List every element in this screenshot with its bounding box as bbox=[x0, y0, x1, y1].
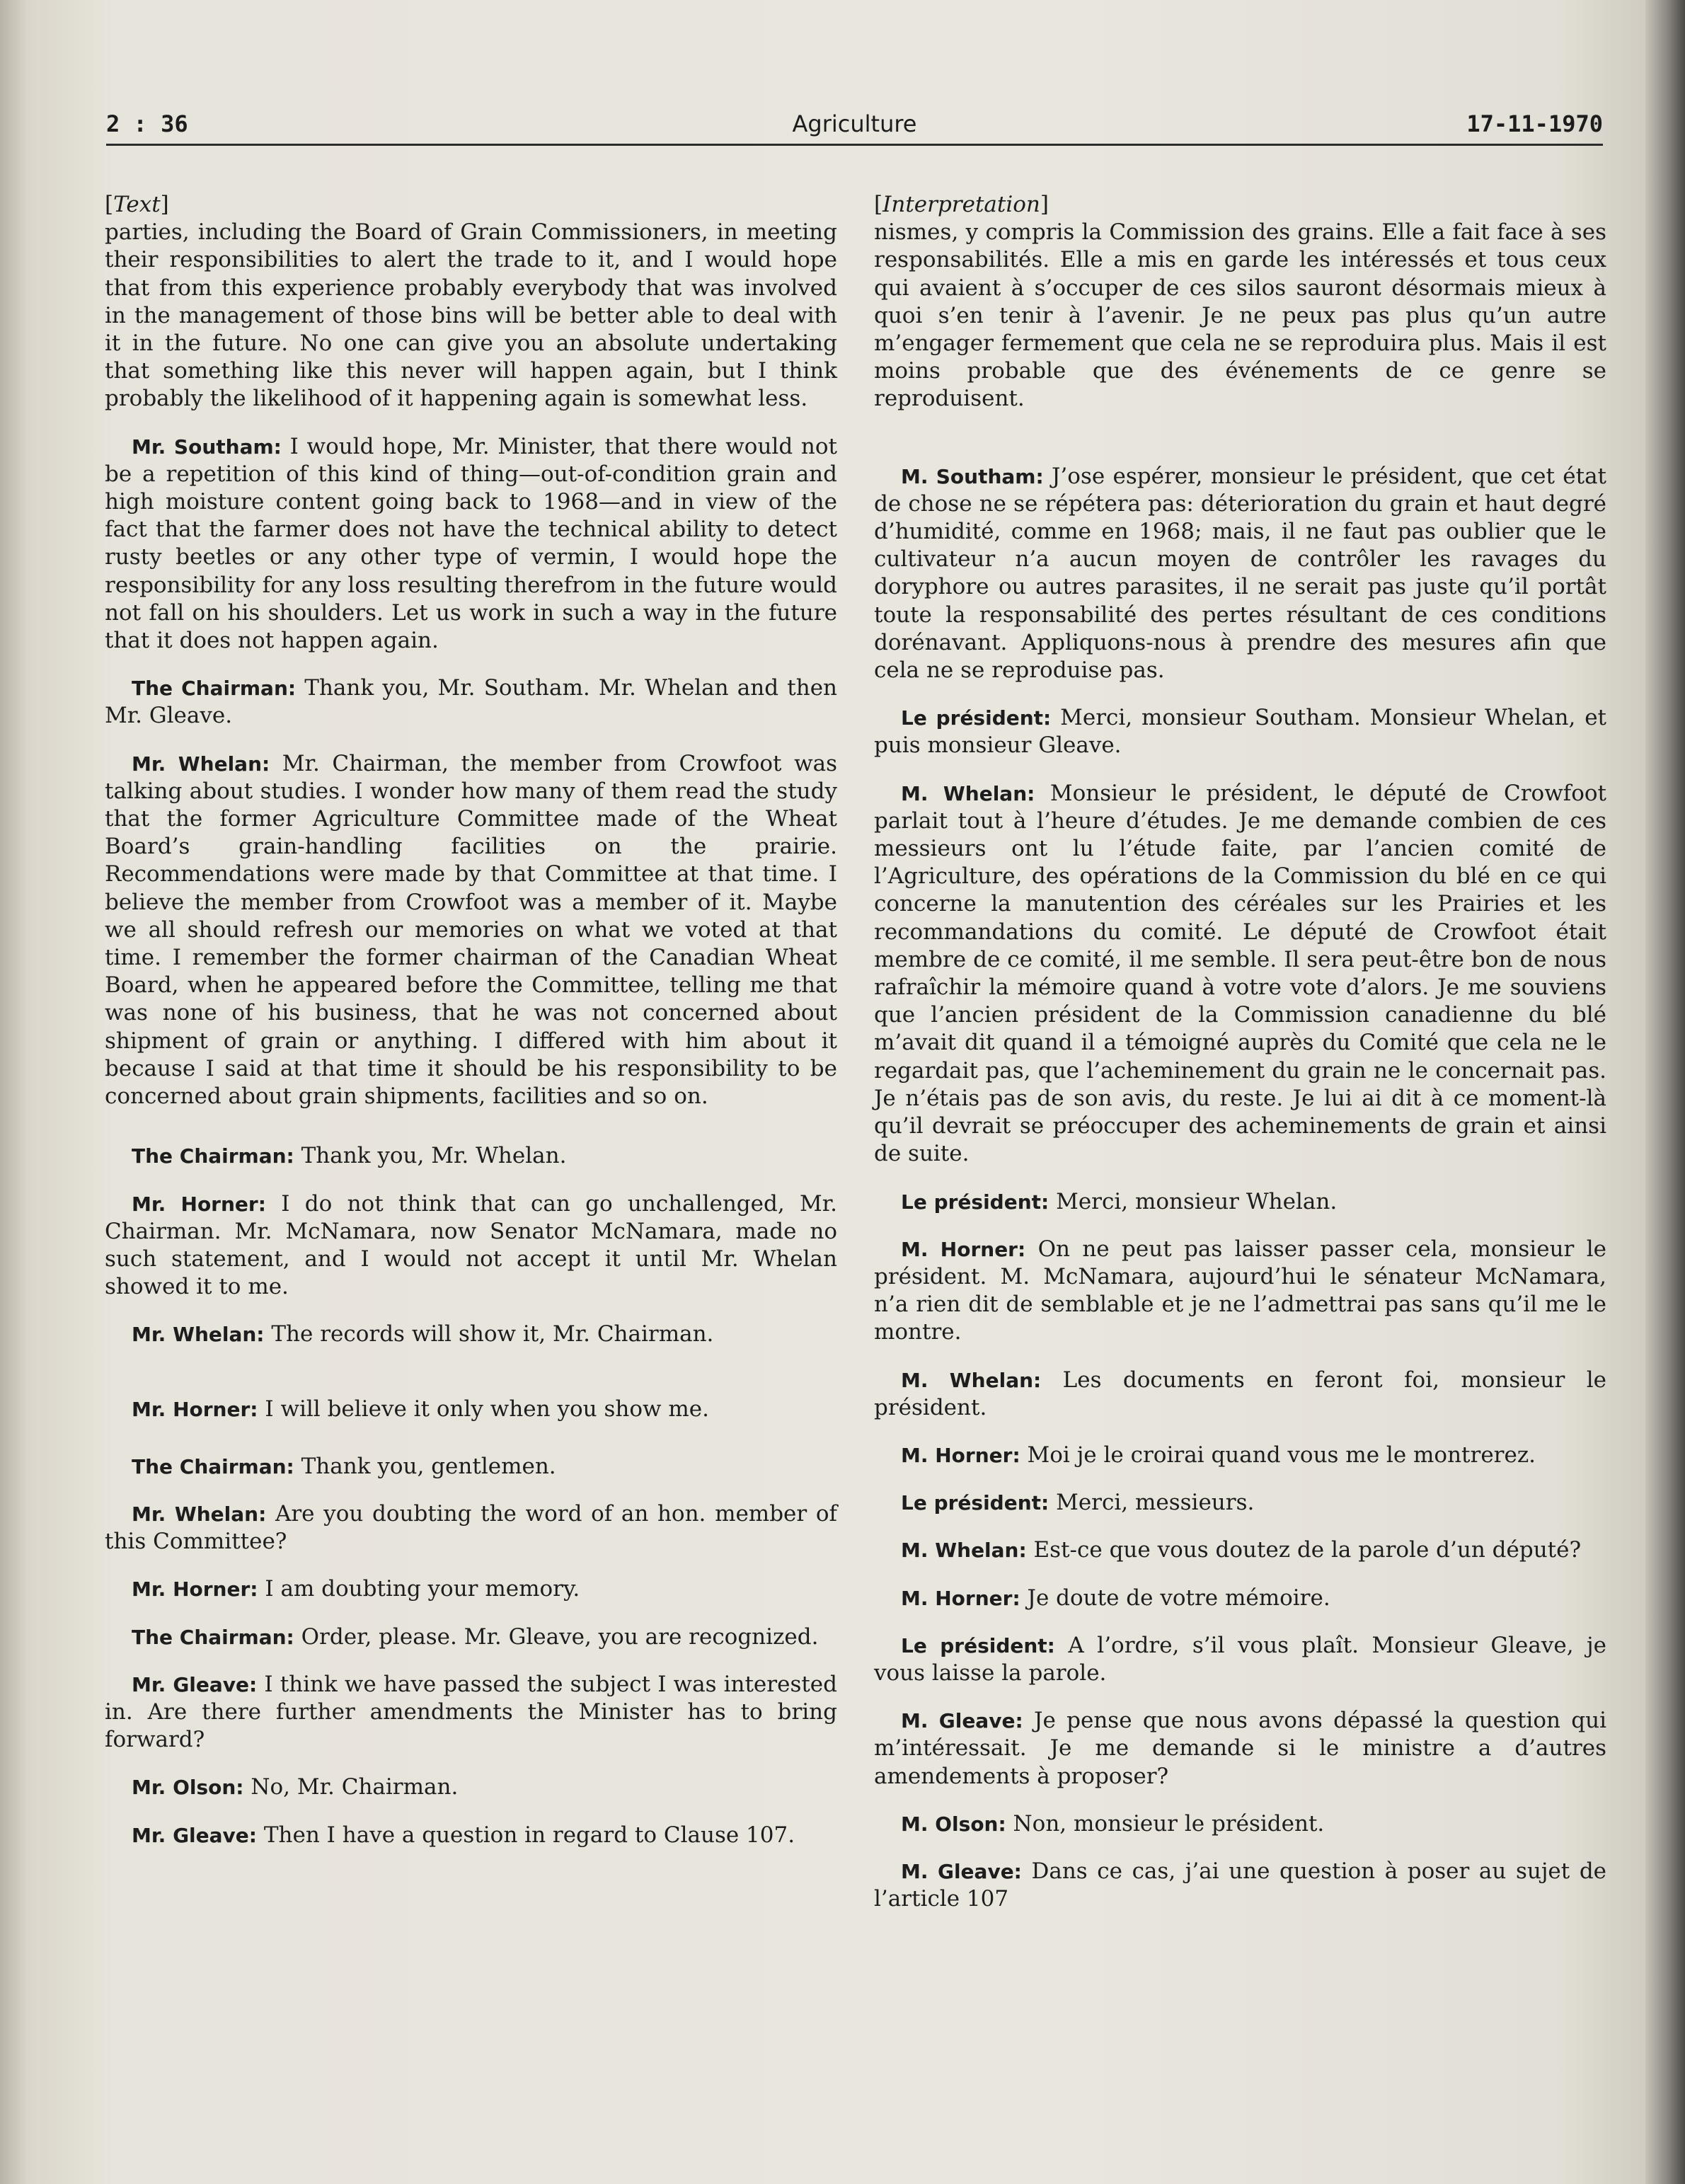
speech-text: Merci, messieurs. bbox=[1056, 1490, 1255, 1516]
speech-text: Je doute de votre mémoire. bbox=[1027, 1585, 1330, 1611]
speech-paragraph bbox=[874, 463, 1606, 685]
speech-paragraph bbox=[105, 1190, 837, 1301]
speech-text: Thank you, Mr. Whelan. bbox=[301, 1143, 567, 1169]
speech-paragraph bbox=[874, 780, 1606, 1168]
speaker-name: The Chairman: bbox=[132, 1625, 294, 1649]
speech-paragraph bbox=[874, 1536, 1606, 1564]
speech-text: Are you doubting the word of an hon. member of this Committee? bbox=[105, 1500, 838, 1555]
english-column bbox=[105, 191, 837, 1849]
speech-text: Les documents en feront foi, monsieur le président. bbox=[874, 1367, 1606, 1420]
speaker-name: Mr. Southam: bbox=[132, 435, 282, 459]
speech-paragraph bbox=[105, 1822, 837, 1849]
speech-text: J’ose espérer, monsieur le président, que cet état de chose ne se répétera pas: déterioration du grain et haut degré d’humidité, comme en 1968; mais, il ne faut pas oublier que le cultivateur n’a aucun moyen de contrôler les ravages du doryphore ou autres parasites, il ne serait pas juste qu’il portât toute la responsabilité des pertes résultant de ces conditions dorénavant. Appliquons-nous à prendre des mesures afin que cela ne se reproduise pas. bbox=[874, 463, 1607, 684]
paragraph: parties, including the Board of Grain Commissioners, in meeting their responsibilities to alert the trade to it, and I would hope that from this experience probably everybody that was involved in the management of those bins will be better able to deal with it in the future. No one can give you an absolute undertaking that something like this never will happen again, but I think probably the likelihood of it happening again is somewhat less. bbox=[105, 219, 837, 412]
speech-paragraph bbox=[874, 1489, 1606, 1517]
speech-paragraph bbox=[105, 674, 837, 730]
speech-paragraph bbox=[874, 1810, 1606, 1838]
speaker-name: Le président: bbox=[901, 1633, 1055, 1657]
speech-text: Merci, monsieur Whelan. bbox=[1056, 1188, 1338, 1214]
speech-text: The records will show it, Mr. Chairman. bbox=[271, 1321, 714, 1347]
speaker-name: M. Horner: bbox=[901, 1237, 1026, 1261]
speech-paragraph bbox=[105, 1500, 837, 1556]
speaker-name: M. Whelan: bbox=[901, 1368, 1042, 1392]
speech-paragraph bbox=[105, 1774, 837, 1801]
speech-text: Monsieur le président, le député de Crowfoot parlait tout à l’heure d’études. Je me demande combien de ces messieurs ont lu l’étude faite, par l’ancien comité de l’Agriculture, des opérations de la Commission du blé en ce qui concerne la manutention des céréales sur les Prairies et les recommandations du comité. Le député de Crowfoot était membre de ce comité, il me semble. Il sera peut-être bon de nous rafraîchir la mémoire quand à votre vote d’alors. Je me souviens que l’ancien président de la Commission canadienne du blé m’avait dit quand il a témoigné auprès du Comité que cela ne le regardait pas, que l’acheminement du grain ne le concernait pas. Je n’étais pas de son avis, du reste. Je lui ai dit à ce moment-là qu’il devrait se préoccuper des acheminements de grain et ainsi de suite. bbox=[874, 780, 1606, 1167]
speech-paragraph bbox=[874, 704, 1606, 759]
speech-text: Thank you, Mr. Southam. Mr. Whelan and then Mr. Gleave. bbox=[105, 675, 838, 729]
speaker-name: Le président: bbox=[901, 1491, 1049, 1515]
speaker-name: Le président: bbox=[901, 1190, 1049, 1214]
speech-text: Merci, monsieur Southam. Monsieur Whelan, et puis monsieur Gleave. bbox=[874, 705, 1607, 759]
speech-paragraph bbox=[874, 1442, 1606, 1469]
speaker-name: Mr. Horner: bbox=[132, 1192, 266, 1216]
speaker-name: The Chairman: bbox=[132, 1454, 294, 1478]
speaker-name: Mr. Whelan: bbox=[132, 1502, 267, 1526]
speech-text: Est-ce que vous doutez de la parole d’un député? bbox=[1033, 1537, 1582, 1563]
speech-text: Moi je le croirai quand vous me le montrerez. bbox=[1027, 1442, 1536, 1468]
speaker-name: M. Horner: bbox=[901, 1586, 1020, 1610]
speech-paragraph bbox=[105, 1671, 837, 1754]
header-rule bbox=[106, 144, 1603, 146]
speaker-name: M. Gleave: bbox=[901, 1859, 1022, 1883]
speech-text: Then I have a question in regard to Clause 107. bbox=[263, 1822, 795, 1848]
speech-text: Mr. Chairman, the member from Crowfoot was talking about studies. I wonder how many of them read the study that the former Agriculture Committee made of the Wheat Board’s grain-handling facilities on the prairie. Recommendations were made by that Committee at that time. I believe the member from Crowfoot was a member of it. Maybe we all should refresh our memories on what we voted at that time. I remember the former chairman of the Canadian Wheat Board, when he appeared before the Committee, telling me that was none of his business, that he was not concerned about shipment of grain or anything. I differed with him about it because I said at that time it should be his responsibility to be concerned about grain shipments, facilities and so on. bbox=[105, 750, 838, 1110]
speaker-name: M. Southam: bbox=[901, 464, 1044, 488]
speaker-name: Mr. Horner: bbox=[132, 1397, 258, 1421]
speaker-name: Le président: bbox=[901, 706, 1052, 730]
speaker-name: M. Whelan: bbox=[901, 781, 1035, 805]
speech-text: Thank you, gentlemen. bbox=[301, 1453, 556, 1479]
speech-paragraph bbox=[874, 1632, 1606, 1687]
speaker-name: The Chairman: bbox=[132, 677, 297, 701]
speech-paragraph bbox=[105, 1142, 837, 1170]
speech-paragraph bbox=[105, 750, 837, 1111]
speech-paragraph bbox=[874, 1367, 1606, 1422]
speaker-name: The Chairman: bbox=[132, 1144, 294, 1168]
speech-text: Dans ce cas, j’ai une question à poser au sujet de l’article 107 bbox=[874, 1858, 1607, 1912]
speech-text: Je pense que nous avons dépassé la question qui m’intéressait. Je me demande si le ministre a d’autres amendements à proposer? bbox=[874, 1708, 1607, 1789]
speaker-name: Mr. Horner: bbox=[132, 1577, 258, 1602]
speech-text: Non, monsieur le président. bbox=[1013, 1810, 1325, 1837]
speech-paragraph bbox=[105, 1321, 837, 1348]
speaker-name: M. Whelan: bbox=[901, 1539, 1027, 1563]
speech-text: Order, please. Mr. Gleave, you are recognized. bbox=[301, 1623, 819, 1650]
speech-paragraph bbox=[105, 1575, 837, 1603]
speech-text: A l’ordre, s’il vous plaît. Monsieur Gleave, je vous laisse la parole. bbox=[874, 1632, 1606, 1686]
paragraph: nismes, y compris la Commission des grains. Elle a fait face à ses responsabilités. Elle a mis en garde les intéressés et tous ceux qui avaient à s’occuper de ces silos sauront désormais mieux à quoi s’en tenir à l’avenir. Je ne peux pas plus qu’un autre m’engager fermement que cela ne se reproduira plus. Mais il est moins probable que des événements de ce genre se reproduisent. bbox=[874, 219, 1606, 412]
speech-text: I think we have passed the subject I was interested in. Are there further amendments the Minister has to bring forward? bbox=[105, 1671, 837, 1753]
binding-edge bbox=[1645, 0, 1685, 2184]
speaker-name: Mr. Gleave: bbox=[132, 1823, 257, 1847]
speech-paragraph bbox=[105, 1453, 837, 1481]
running-title: Agriculture bbox=[792, 110, 917, 137]
speaker-name: M. Horner: bbox=[901, 1443, 1020, 1467]
speech-paragraph bbox=[105, 1396, 837, 1423]
french-column bbox=[874, 191, 1606, 1933]
speech-paragraph bbox=[874, 1236, 1606, 1347]
speech-paragraph bbox=[874, 1585, 1606, 1612]
page-header bbox=[106, 106, 1603, 144]
speech-text: On ne peut pas laisser passer cela, monsieur le président. M. McNamara, aujourd’hui le sénateur McNamara, n’a rien dit de semblable et je ne l’admettrai pas sans qu’il me le montre. bbox=[874, 1236, 1606, 1345]
speaker-name: Mr. Whelan: bbox=[132, 1323, 265, 1347]
section-marker-label: Text bbox=[113, 192, 161, 217]
speech-text: I would hope, Mr. Minister, that there would not be a repetition of this kind of thing—out-of-condition grain and high moisture content going back to 1968—and in view of the fact that the farmer does not have the technical ability to detect rusty beetles or any other type of vermin, I would hope the responsibility for any loss resulting therefrom in the future would not fall on his shoulders. Let us work in such a way in the future that it does not happen again. bbox=[105, 433, 837, 654]
speaker-name: Mr. Olson: bbox=[132, 1776, 244, 1800]
speech-paragraph bbox=[874, 1707, 1606, 1791]
section-marker-label: Interpretation bbox=[882, 192, 1040, 217]
speaker-name: M. Gleave: bbox=[901, 1709, 1023, 1733]
speech-text: I am doubting your memory. bbox=[265, 1576, 580, 1602]
speaker-name: M. Olson: bbox=[901, 1812, 1006, 1836]
speech-text: No, Mr. Chairman. bbox=[251, 1774, 459, 1800]
speaker-name: Mr. Gleave: bbox=[132, 1672, 258, 1696]
speech-paragraph bbox=[874, 1858, 1606, 1913]
page-number: 2 : 36 bbox=[106, 110, 188, 137]
speech-paragraph bbox=[105, 1623, 837, 1651]
header-date: 17-11-1970 bbox=[1466, 110, 1603, 137]
speech-text: I do not think that can go unchallenged, Mr. Chairman. Mr. McNamara, now Senator McNamara, made no such statement, and I would not accept it until Mr. Whelan showed it to me. bbox=[105, 1190, 837, 1300]
section-marker: [Interpretation] bbox=[874, 192, 1049, 217]
section-marker: [Text] bbox=[105, 192, 169, 217]
speech-paragraph bbox=[874, 1188, 1606, 1216]
speech-paragraph bbox=[105, 433, 837, 655]
speaker-name: Mr. Whelan: bbox=[132, 752, 270, 776]
speech-text: I will believe it only when you show me. bbox=[265, 1396, 709, 1422]
